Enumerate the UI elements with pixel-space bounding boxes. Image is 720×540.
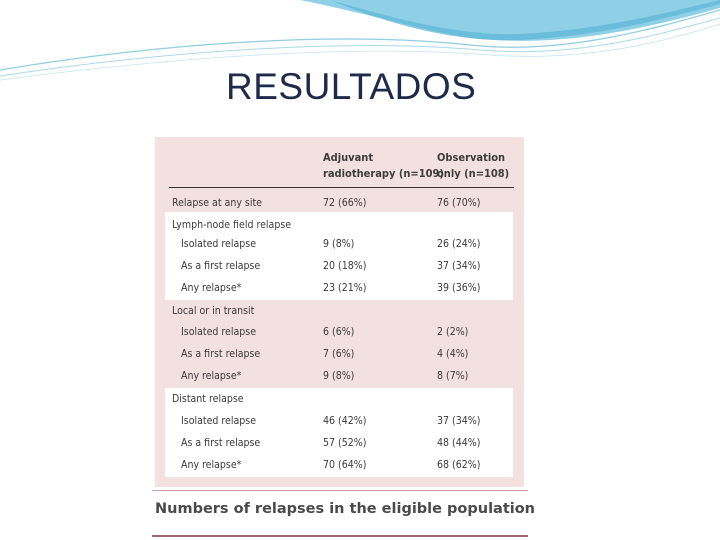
row-label: As a first relapse — [181, 348, 261, 360]
row-label: Isolated relapse — [181, 415, 257, 427]
table-row — [155, 343, 524, 365]
row-label: Relapse at any site — [172, 197, 262, 209]
adjuvant-value: 46 (42%) — [323, 415, 367, 427]
observation-value: 8 (7%) — [437, 370, 469, 382]
table-row — [155, 233, 524, 255]
header-rule — [169, 187, 514, 188]
adjuvant-value: 6 (6%) — [323, 326, 355, 338]
row-label: Any relapse* — [181, 459, 242, 471]
observation-value: 48 (44%) — [437, 437, 481, 449]
adjuvant-value: 9 (8%) — [323, 238, 355, 250]
row-label: Lymph-node field relapse — [172, 219, 292, 231]
observation-value: 26 (24%) — [437, 238, 481, 250]
column-header-adjuvant: Adjuvant radiotherapy (n=109) — [323, 151, 444, 180]
adjuvant-value: 7 (6%) — [323, 348, 355, 360]
adjuvant-value: 9 (8%) — [323, 370, 355, 382]
table-caption: Numbers of relapses in the eligible population — [155, 501, 536, 517]
row-label: Isolated relapse — [181, 238, 257, 250]
observation-value: 68 (62%) — [437, 459, 481, 471]
observation-value: 37 (34%) — [437, 415, 481, 427]
row-label: Any relapse* — [181, 370, 242, 382]
adjuvant-value: 70 (64%) — [323, 459, 367, 471]
table-row — [155, 321, 524, 343]
table-row — [155, 277, 524, 299]
row-label: Local or in transit — [172, 305, 255, 317]
table-row — [155, 255, 524, 277]
observation-value: 4 (4%) — [437, 348, 469, 360]
observation-value: 2 (2%) — [437, 326, 469, 338]
table-caption-bar — [152, 490, 536, 537]
table-row — [155, 365, 524, 387]
adjuvant-value: 20 (18%) — [323, 260, 367, 272]
adjuvant-value: 23 (21%) — [323, 282, 367, 294]
observation-value: 76 (70%) — [437, 197, 481, 209]
row-label: As a first relapse — [181, 260, 261, 272]
table-row — [155, 192, 524, 214]
row-label: Any relapse* — [181, 282, 242, 294]
adjuvant-value: 57 (52%) — [323, 437, 367, 449]
table-row — [155, 410, 524, 432]
observation-value: 39 (36%) — [437, 282, 481, 294]
table-row — [155, 454, 524, 476]
slide-title: RESULTADOS — [226, 66, 477, 107]
table-row — [155, 432, 524, 454]
column-header-observation: Observation only (n=108) — [437, 151, 510, 180]
adjuvant-value: 72 (66%) — [323, 197, 367, 209]
relapse-table — [155, 137, 524, 487]
table-row — [155, 300, 524, 322]
row-label: As a first relapse — [181, 437, 261, 449]
row-label: Isolated relapse — [181, 326, 257, 338]
table-row — [155, 388, 524, 410]
observation-value: 37 (34%) — [437, 260, 481, 272]
row-label: Distant relapse — [172, 393, 244, 405]
